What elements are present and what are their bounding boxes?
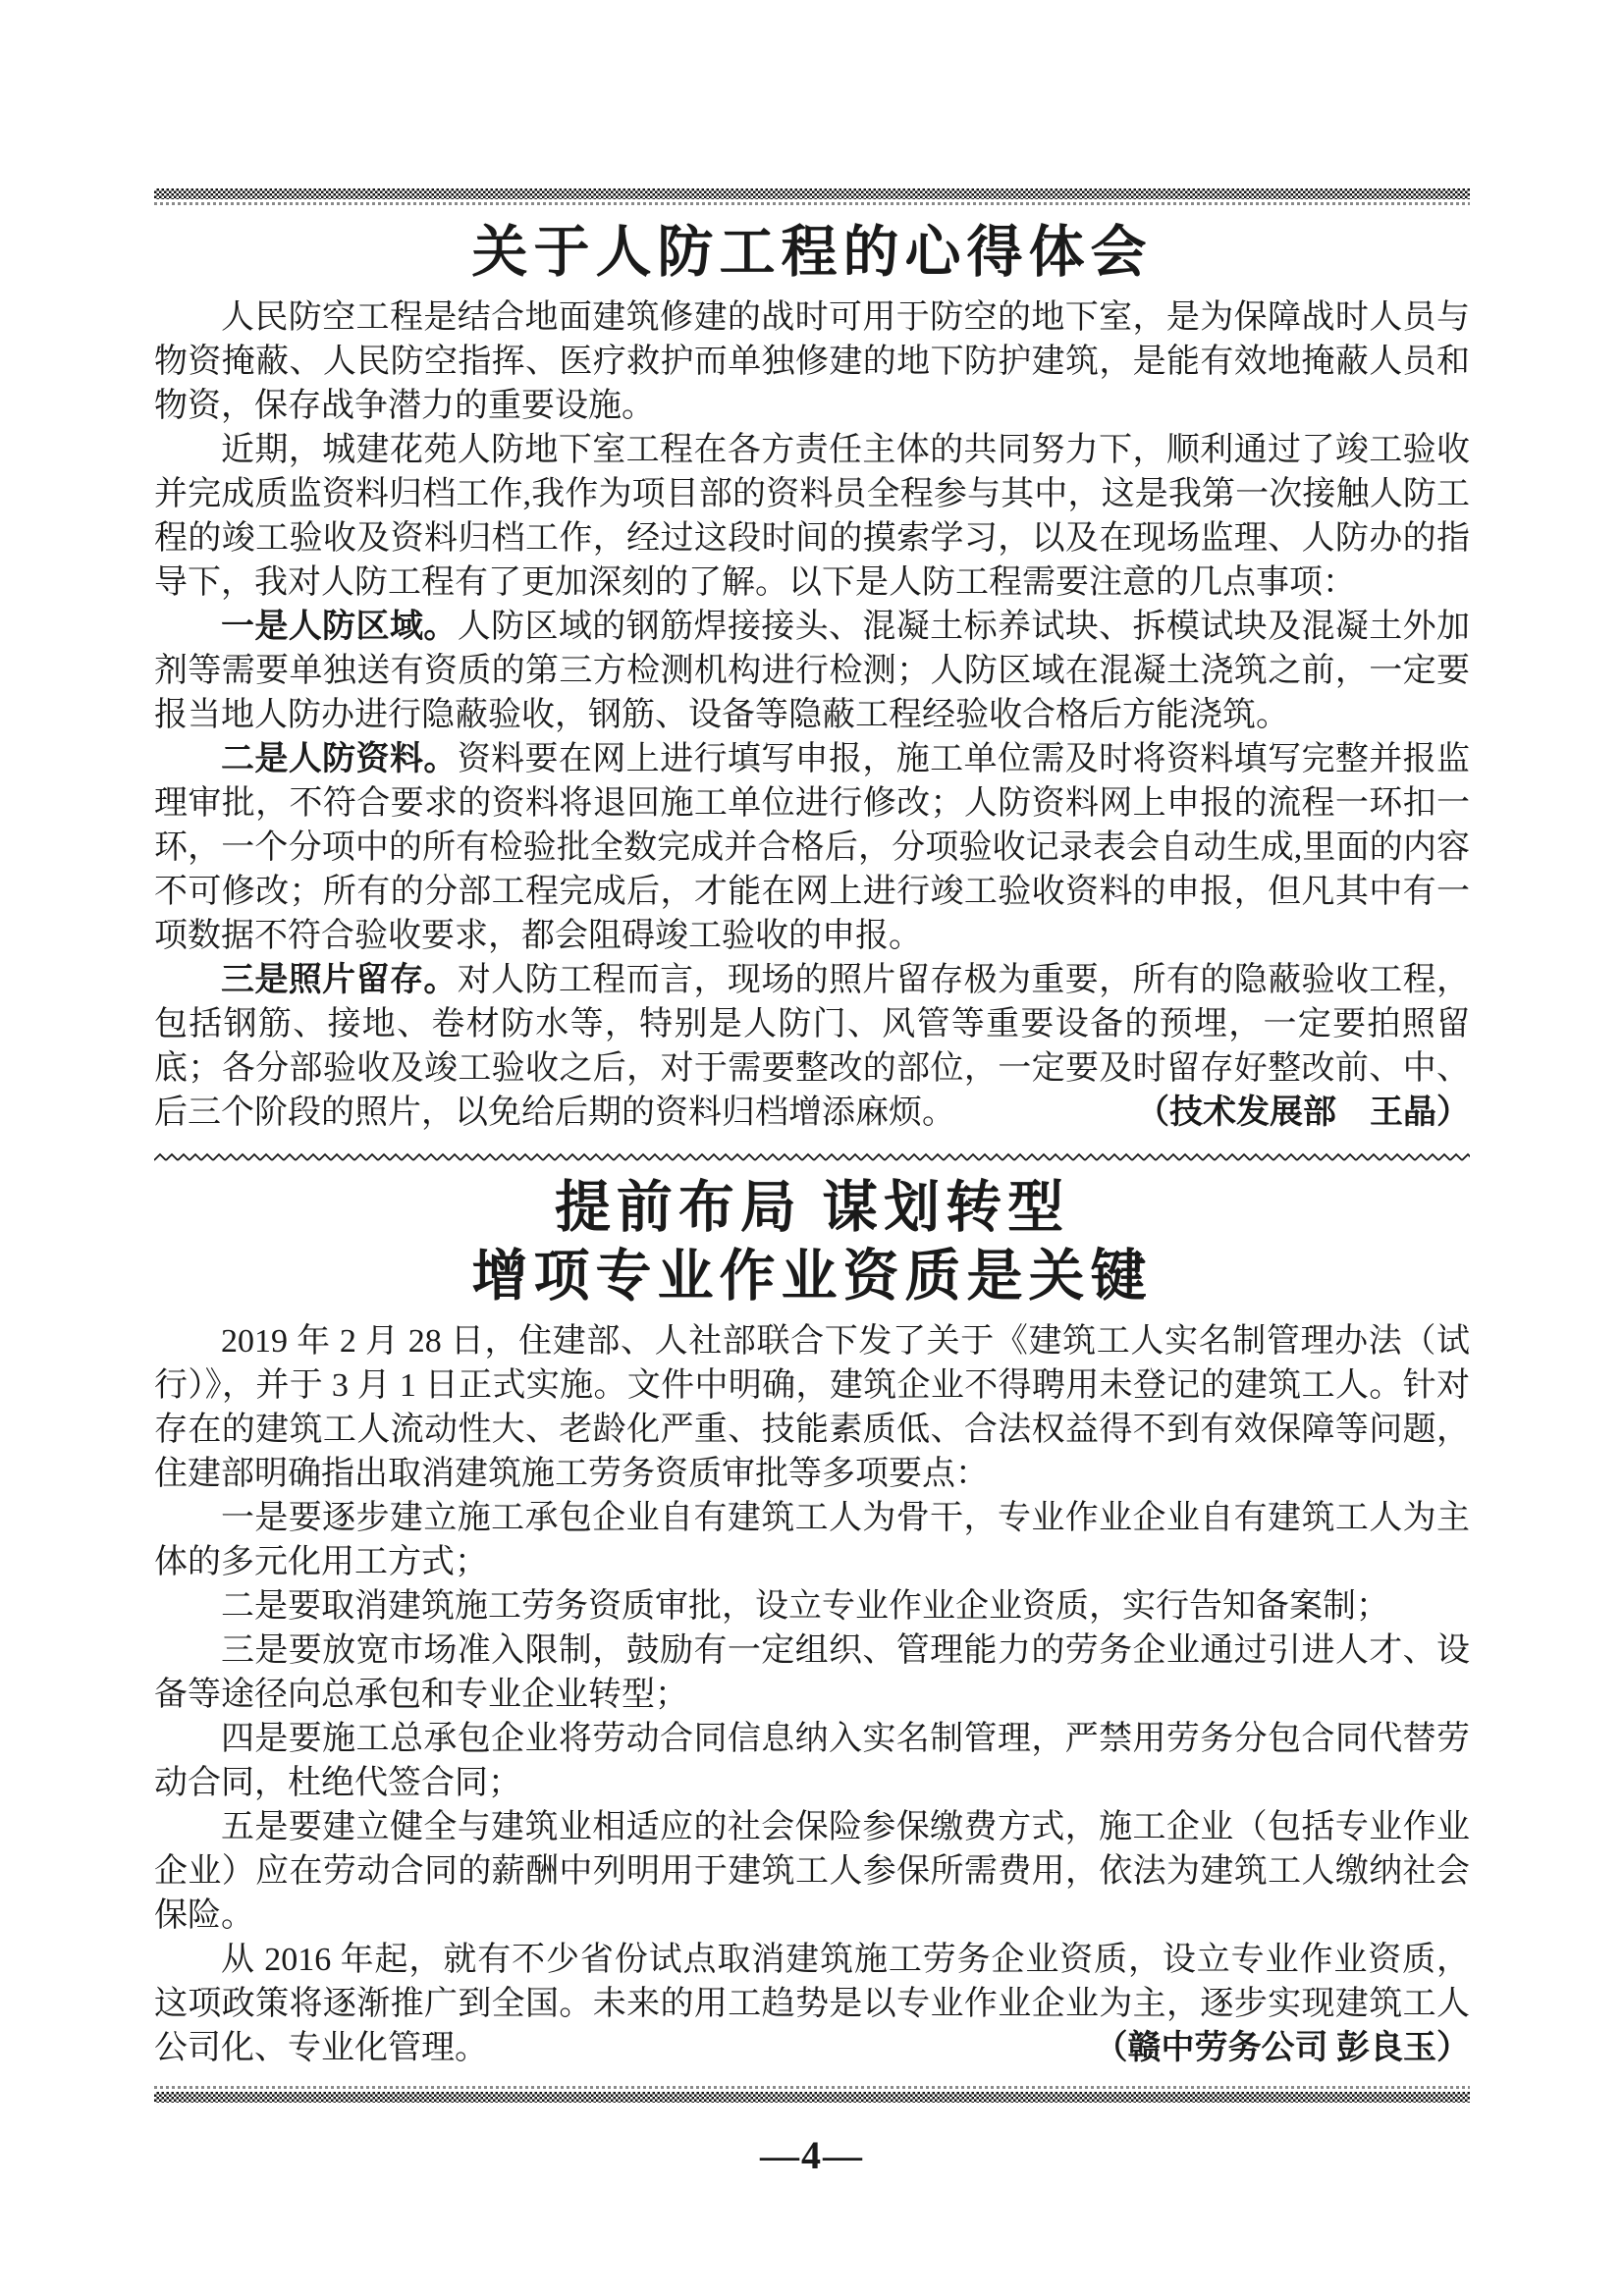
top-decorative-rule [154,188,1470,205]
article2-paragraph-1: 2019 年 2 月 28 日，住建部、人社部联合下发了关于《建筑工人实名制管理办法（试行）》，并于 3 月 1 日正式实施。文件中明确，建筑企业不得聘用未登记的建筑工人。针对存在的建筑工人流动性大、老龄化严重、技能素质低、合法权益得不到有效保障等问题，住建部明确指出取消建筑施工劳务资质审批等多项要点： [154,1323,1470,1492]
article1-paragraph-2: 近期，城建花苑人防地下室工程在各方责任主体的共同努力下，顺利通过了竣工验收并完成质监资料归档工作,我作为项目部的资料员全程参与其中，这是我第一次接触人防工程的竣工验收及资料归档工作，经过这段时间的摸索学习，以及在现场监理、人防办的指导下，我对人防工程有了更加深刻的了解。以下是人防工程需要注意的几点事项： [154,432,1470,601]
section-lead-3: 三是照片留存。 [221,962,458,998]
article2-paragraph-2: 一是要逐步建立施工承包企业自有建筑工人为骨干，专业作业企业自有建筑工人为主体的多元化用工方式； [154,1500,1470,1580]
section-text-3: 对人防工程而言，现场的照片留存极为重要，所有的隐蔽验收工程，包括钢筋、接地、卷材防水等，特别是人防门、风管等重要设备的预埋，一定要拍照留底；各分部验收及竣工验收之后，对于需要整改的部位，一定要及时留存好整改前、中、后三个阶段的照片，以免给后期的资料归档增添麻烦。 [154,962,1471,1131]
article1-attribution: （技术发展部 王晶） [1136,1095,1470,1131]
article1-paragraph-1: 人民防空工程是结合地面建筑修建的战时可用于防空的地下室，是为保障战时人员与物资掩蔽、人民防空指挥、医疗救护而单独修建的地下防护建筑，是能有效地掩蔽人员和物资，保存战争潜力的重要设施。 [154,299,1470,424]
article1-section-3 [154,958,1470,1135]
checkered-band [154,188,1470,199]
section-text-1: 人防区域的钢筋焊接接头、混凝土标养试块、拆模试块及混凝土外加剂等需要单独送有资质的第三方检测机构进行检测；人防区域在混凝土浇筑之前，一定要报当地人防办进行隐蔽验收，钢筋、设备等隐蔽工程经验收合格后方能浇筑。 [154,609,1471,733]
section-text-2: 资料要在网上进行填写申报，施工单位需及时将资料填写完整并报监理审批，不符合要求的资料将退回施工单位进行修改；人防资料网上申报的流程一环扣一环，一个分项中的所有检验批全数完成并合格后，分项验收记录表会自动生成,里面的内容不可修改；所有的分部工程完成后，才能在网上进行竣工验收资料的申报，但凡其中有一项数据不符合验收要求，都会阻碍竣工验收的申报。 [154,741,1471,954]
bottom-decorative-rule [154,2086,1470,2103]
article2-title-line1: 提前布局 谋划转型 [554,1177,1070,1239]
page-number: —4— [760,2133,864,2177]
zigzag-divider [154,1152,1470,1162]
article1-section-2 [154,737,1470,958]
article2-paragraph-5: 四是要施工总承包企业将劳动合同信息纳入实名制管理，严禁用劳务分包合同代替劳动合同，杜绝代签合同； [154,1721,1470,1801]
section-lead-2: 二是人防资料。 [221,741,458,777]
article2-paragraph-6: 五是要建立健全与建筑业相适应的社会保险参保缴费方式，施工企业（包括专业作业企业）应在劳动合同的薪酬中列明用于建筑工人参保所需费用，依法为建筑工人缴纳社会保险。 [154,1809,1470,1934]
section-lead-1: 一是人防区域。 [221,609,458,645]
article2-paragraph-7-text: 从 2016 年起，就有不少省份试点取消建筑施工劳务企业资质，设立专业作业资质，这项政策将逐渐推广到全国。未来的用工趋势是以专业作业企业为主，逐步实现建筑工人公司化、专业化管理。 [154,1942,1470,2066]
article1-title: 关于人防工程的心得体会 [471,222,1153,284]
article2-paragraph-4: 三是要放宽市场准入限制，鼓励有一定组织、管理能力的劳务企业通过引进人才、设备等途径向总承包和专业企业转型； [154,1632,1470,1713]
article1-section-1 [154,605,1470,737]
article2-paragraph-3: 二是要取消建筑施工劳务资质审批，设立专业作业企业资质，实行告知备案制； [221,1588,1389,1625]
page-content [154,188,1470,2178]
checkered-band-bottom [154,2092,1470,2103]
article2-title-line2: 增项专业作业资质是关键 [471,1246,1153,1308]
article2-paragraph-7 [154,1938,1470,2070]
article2-attribution: （赣中劳务公司 彭良玉） [1094,2030,1470,2066]
dotted-hairline-bottom [154,2086,1470,2089]
dotted-hairline [154,202,1470,205]
